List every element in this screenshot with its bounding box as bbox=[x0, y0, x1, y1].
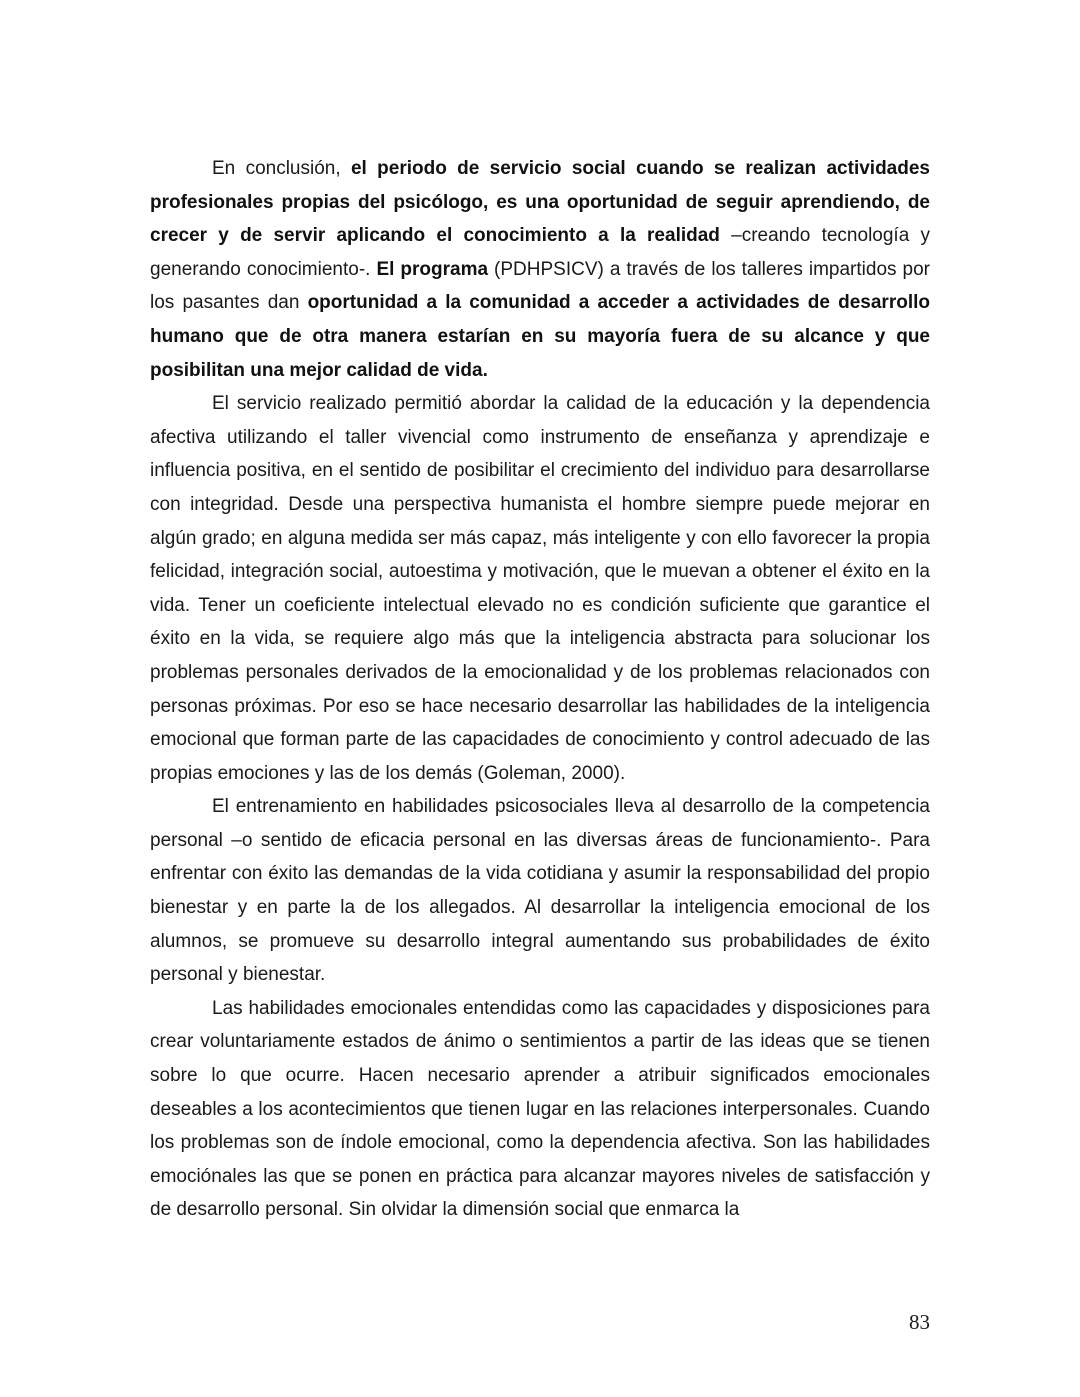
paragraph-emotional-skills bbox=[150, 992, 930, 1227]
text-segment: El entrenamiento en habilidades psicosociales lleva al desarrollo de la competencia personal –o sentido de eficacia personal en las diversas áreas de funcionamiento-. Para enfrentar con éxito las demandas de la vida cotidiana y asumir la responsabilidad del propio bienestar y en parte la de los allegados. Al desarrollar la inteligencia emocional de los alumnos, se promueve su desarrollo integral aumentando sus probabilidades de éxito personal y bienestar. bbox=[150, 796, 930, 986]
bold-text-segment: El programa bbox=[376, 258, 489, 280]
bold-text-segment: oportunidad a la comunidad a acceder a actividades de desarrollo humano que de otra manera estarían en su mayoría fuera de su alcance y que posibilitan una mejor calidad de vida. bbox=[150, 292, 930, 381]
text-segment: (PDHPSICV) a través de los talleres impartidos por los pasantes dan bbox=[150, 258, 930, 314]
paragraph-training bbox=[150, 790, 930, 992]
paragraph-conclusion bbox=[150, 152, 930, 387]
text-segment: En conclusión, bbox=[212, 158, 351, 179]
body-text bbox=[150, 152, 930, 1227]
bold-text-segment: el periodo de servicio social cuando se realizan actividades profesionales propias del psicólogo, es una oportunidad de seguir aprendiendo, de crecer y de servir aplicando el conocimiento a la realidad bbox=[150, 158, 930, 247]
text-segment: El servicio realizado permitió abordar la calidad de la educación y la dependencia afectiva utilizando el taller vivencial como instrumento de enseñanza y aprendizaje e influencia positiva, en el sentido de posibilitar el crecimiento del individuo para desarrollarse con integridad. Desde una perspectiva humanista el hombre siempre puede mejorar en algún grado; en alguna medida ser más capaz, más inteligente y con ello favorecer la propia felicidad, integración social, autoestima y motivación, que le muevan a obtener el éxito en la vida. Tener un coeficiente intelectual elevado no es condición suficiente que garantice el éxito en la vida, se requiere algo más que la inteligencia abstracta para solucionar los problemas personales derivados de la emocionalidad y de los problemas relacionados con personas próximas. Por eso se hace necesario desarrollar las habilidades de la inteligencia emocional que forman parte de las capacidades de conocimiento y control adecuado de las propias emociones y las de los demás (Goleman, 2000). bbox=[150, 393, 930, 784]
page-number: 83 bbox=[909, 1310, 930, 1334]
text-segment: Las habilidades emocionales entendidas como las capacidades y disposiciones para crear voluntariamente estados de ánimo o sentimientos a partir de las ideas que se tienen sobre lo que ocurre. Hacen necesario aprender a atribuir significados emocionales deseables a los acontecimientos que tienen lugar en las relaciones interpersonales. Cuando los problemas son de índole emocional, como la dependencia afectiva. Son las habilidades emociónales las que se ponen en práctica para alcanzar mayores niveles de satisfacción y de desarrollo personal. Sin olvidar la dimensión social que enmarca la bbox=[150, 997, 930, 1221]
text-segment: –creando tecnología y generando conocimiento-. bbox=[150, 225, 930, 280]
paragraph-service bbox=[150, 387, 930, 790]
